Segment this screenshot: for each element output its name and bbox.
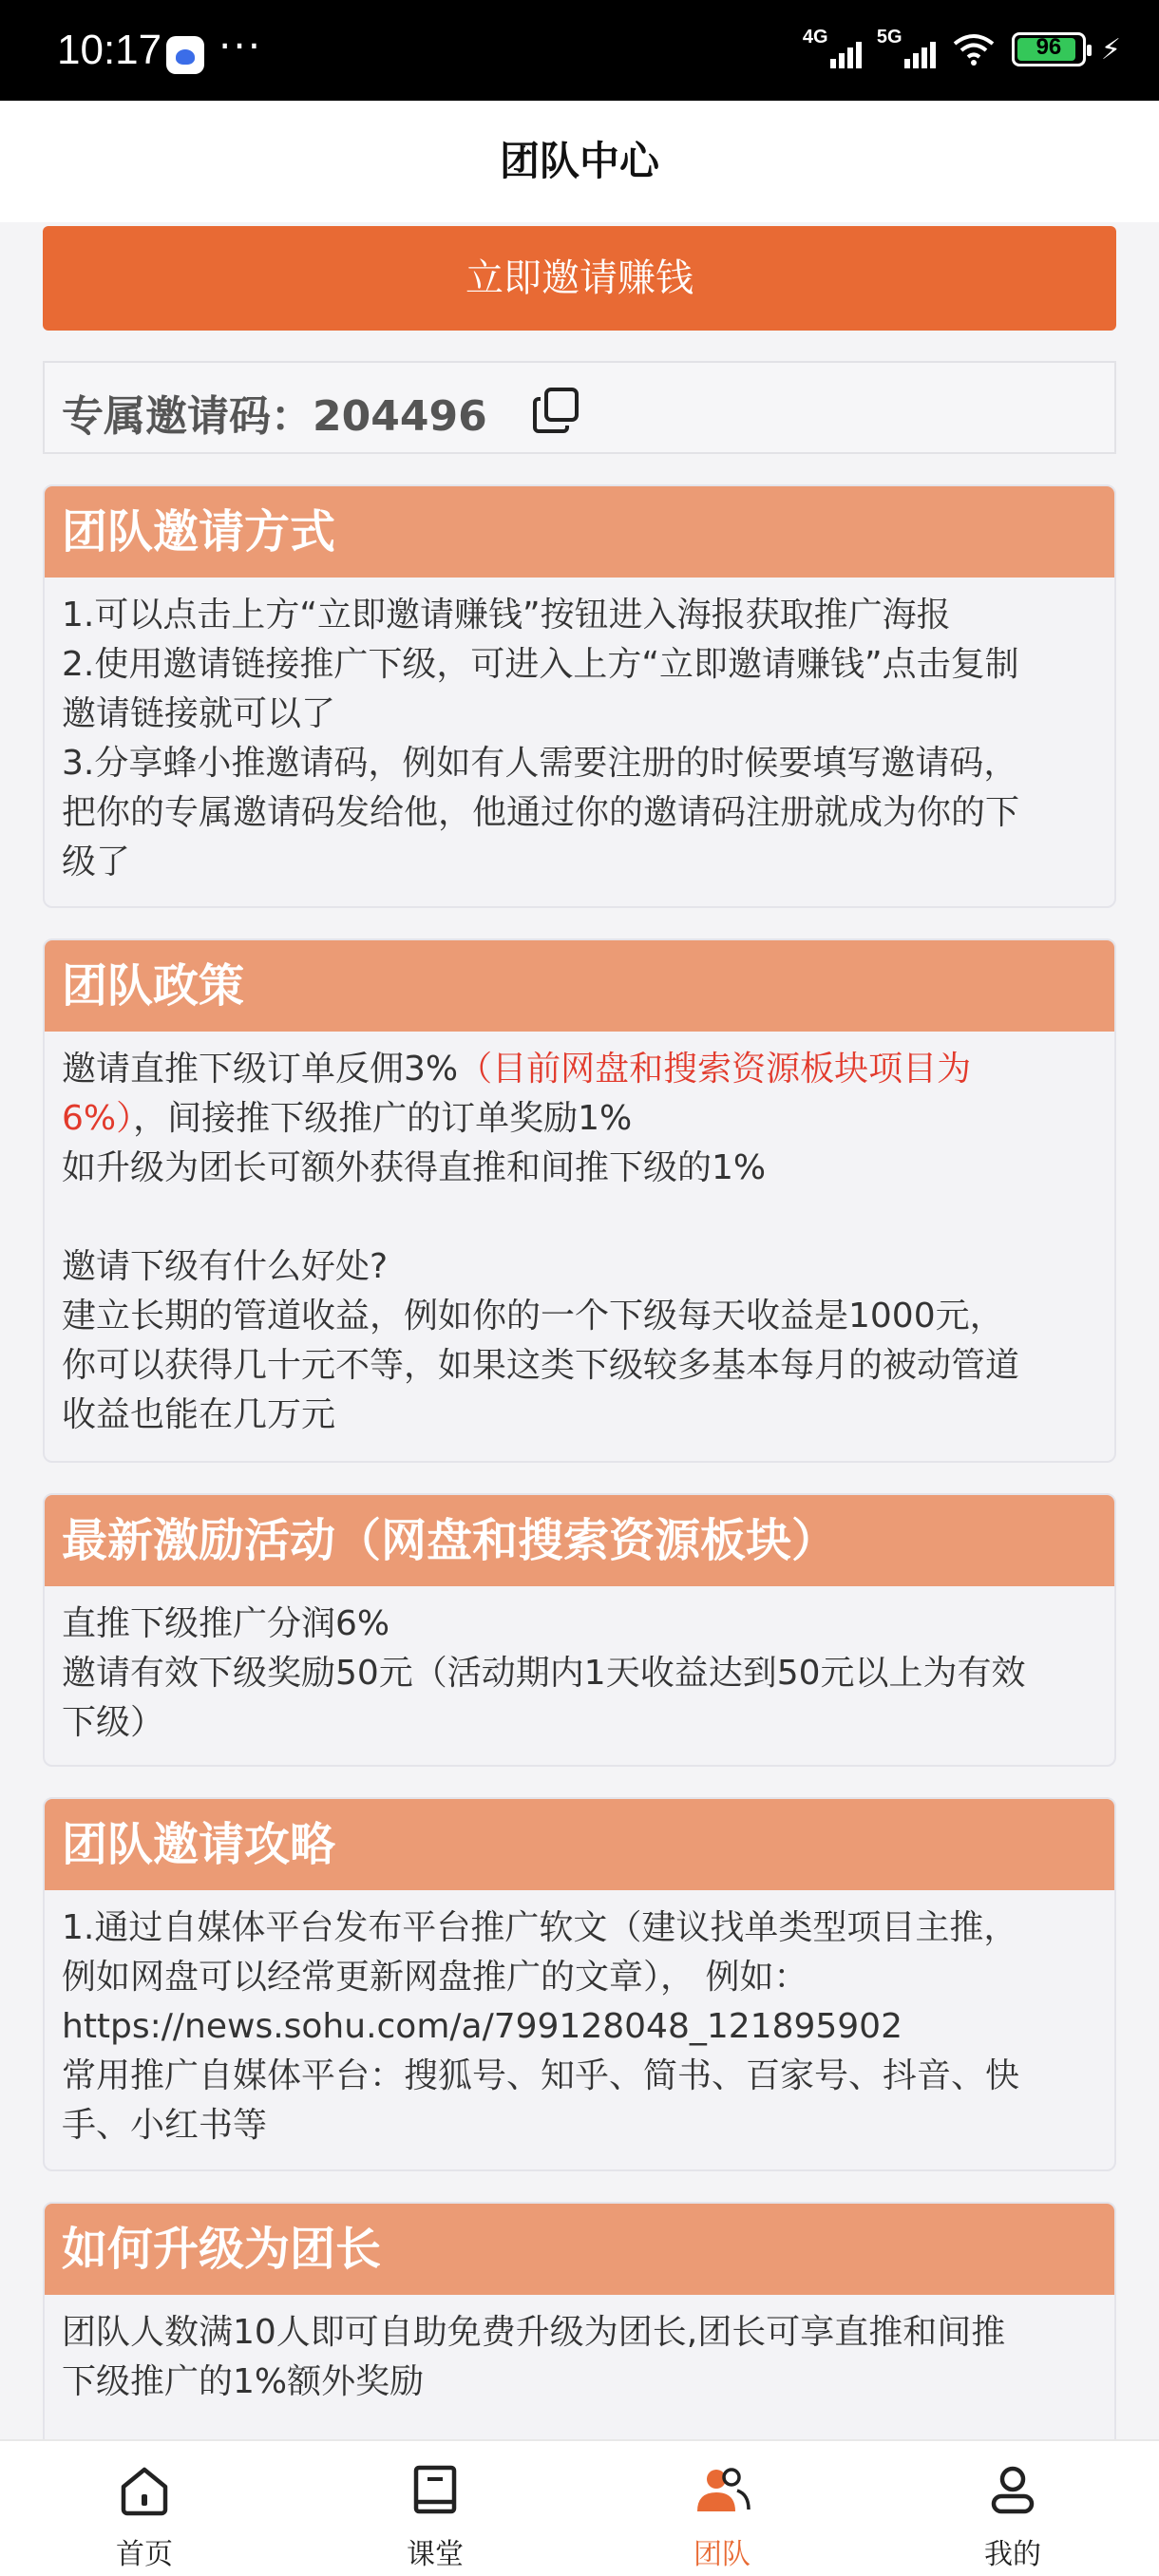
text-line: 级了 xyxy=(62,843,131,881)
text-line: 邀请有效下级奖励50元（活动期内1天收益达到50元以上为有效 xyxy=(62,1654,1026,1693)
text-line: 邀请直推下级订单反佣3%（目前网盘和搜索资源板块项目为 xyxy=(62,1050,972,1089)
text-line: 如升级为团长可额外获得直推和间推下级的1% xyxy=(62,1148,767,1187)
status-time: 10:17 xyxy=(57,27,162,73)
copy-icon[interactable] xyxy=(531,386,580,435)
header xyxy=(0,101,1159,222)
text-line: 下级） xyxy=(62,1703,165,1742)
invite-code-box xyxy=(43,361,1116,454)
charging-icon: ⚡ xyxy=(1100,32,1121,66)
profile-icon xyxy=(984,2462,1041,2519)
section-team-policy xyxy=(43,938,1116,1463)
text-line: 收益也能在几万元 xyxy=(62,1395,336,1434)
text-line: 3.分享蜂小推邀请码，例如有人需要注册的时候要填写邀请码， xyxy=(62,744,1018,783)
section-title: 团队邀请攻略 xyxy=(45,1799,1114,1890)
section-title: 最新激励活动（网盘和搜索资源板块） xyxy=(45,1495,1114,1586)
text-line: 下级推广的1%额外奖励 xyxy=(62,2362,425,2401)
team-icon xyxy=(694,2462,750,2519)
text-line: 例如网盘可以经常更新网盘推广的文章）， 例如： xyxy=(62,1958,808,1997)
text-line: 团队人数满10人即可自助免费升级为团长,团长可享直推和间推 xyxy=(62,2313,1006,2352)
invite-code-text: 专属邀请码：204496 xyxy=(62,392,487,441)
battery-icon: 96 xyxy=(1012,32,1086,66)
text-line: 邀请下级有什么好处? xyxy=(62,1247,389,1286)
section-latest-incentive xyxy=(43,1493,1116,1767)
tab-mine[interactable]: 我的 xyxy=(918,2441,1108,2576)
more-notifications-icon: ··· xyxy=(218,23,263,69)
text-line: 建立长期的管道收益，例如你的一个下级每天收益是1000元， xyxy=(62,1297,1004,1335)
text-line: 常用推广自媒体平台：搜狐号、知乎、简书、百家号、抖音、快 xyxy=(62,2056,1020,2095)
signal-5g-icon: 5G xyxy=(877,30,936,68)
highlight-text: 6%） xyxy=(62,1099,134,1138)
section-invite-strategy xyxy=(43,1797,1116,2171)
invite-earn-button[interactable]: 立即邀请赚钱 xyxy=(43,226,1116,331)
wifi-icon xyxy=(951,30,997,68)
section-title: 团队邀请方式 xyxy=(45,486,1114,578)
text-line: 6%），间接推下级推广的订单奖励1% xyxy=(62,1099,633,1138)
book-icon xyxy=(407,2462,464,2519)
tab-home[interactable]: 首页 xyxy=(49,2441,239,2576)
signal-4g-icon: 4G xyxy=(803,30,862,68)
bottom-tab-bar xyxy=(0,2439,1159,2576)
text-line: 1.可以点击上方“立即邀请赚钱”按钮进入海报获取推广海报 xyxy=(62,596,951,635)
section-title: 如何升级为团长 xyxy=(45,2204,1114,2295)
section-invite-methods xyxy=(43,484,1116,908)
text-line: 1.通过自媒体平台发布平台推广软文（建议找单类型项目主推， xyxy=(62,1908,1018,1947)
status-bar xyxy=(0,0,1159,101)
text-line: 手、小红书等 xyxy=(62,2106,268,2145)
text-line: 你可以获得几十元不等，如果这类下级较多基本每月的被动管道 xyxy=(62,1346,1020,1385)
tab-classroom[interactable]: 课堂 xyxy=(340,2441,530,2576)
text-line: 把你的专属邀请码发给他，他通过你的邀请码注册就成为你的下 xyxy=(62,793,1020,832)
text-line: 2.使用邀请链接推广下级，可进入上方“立即邀请赚钱”点击复制 xyxy=(62,645,1019,684)
highlight-text: （目前网盘和搜索资源板块项目为 xyxy=(458,1050,972,1089)
section-title: 团队政策 xyxy=(45,940,1114,1032)
text-line: 直推下级推广分润6% xyxy=(62,1604,390,1643)
tab-team[interactable]: 团队 xyxy=(627,2441,817,2576)
app-notification-icon xyxy=(166,36,204,74)
article-link[interactable]: https://news.sohu.com/a/799128048_121895902 xyxy=(62,2007,902,2046)
home-icon xyxy=(116,2462,173,2519)
text-line: 邀请链接就可以了 xyxy=(62,694,336,733)
page-title: 团队中心 xyxy=(499,138,659,184)
